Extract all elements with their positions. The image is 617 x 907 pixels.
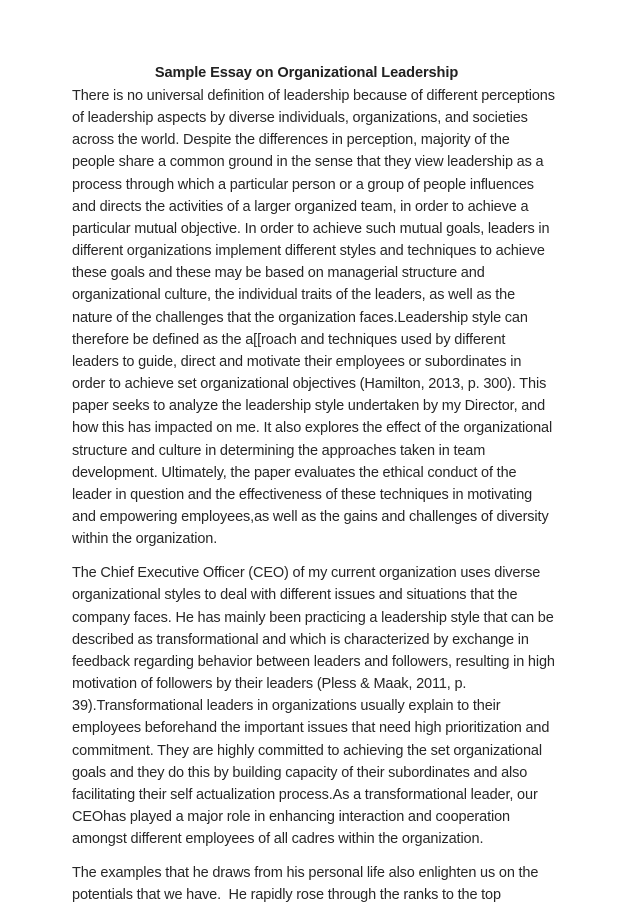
body-paragraph-3: The examples that he draws from his personal life also enlighten us on the potentials that we have. He rapidly rose through the ranks to the top (72, 865, 543, 904)
body-paragraph-1: There is no universal definition of leadership because of different perceptions of leadership aspects by diverse individuals, organizations, and societies across the world. Despite the differences in perception, majority of the people share a common ground in the sense that they view leadership as a process through which a particular person or a group of people influences and directs the activities of a larger organized team, in order to achieve a particular mutual objective. In order to achieve such mutual goals, leaders in different organizations implement different styles and techniques to achieve these goals and these may be based on managerial structure and organizational culture, the individual traits of the leaders, as well as the nature of the challenges that the organization faces.Leadership style can therefore be defined as the a[[roach and techniques used by different leaders to guide, direct and motivate their employees or subordinates in order to achieve set organizational objectives (Hamilton, 2013, p. 300). This paper seeks to analyze the leadership style undertaken by my Director, and how this has impacted on me. It also explores the effect of the organizational structure and culture in determining the approaches taken in team development. Ultimately, the paper evaluates the ethical conduct of the leader in question and the effectiveness of these techniques in motivating and empowering employees,as well as the gains and challenges of diversity within the organization. (72, 88, 559, 548)
page-title: Sample Essay on Organizational Leadership (154, 65, 459, 81)
body-paragraph-2: The Chief Executive Officer (CEO) of my current organization uses diverse organizational styles to deal with different issues and situations that the company faces. He has mainly been practicing a leadership style that can be described as transformational and which is characterized by exchange in feedback regarding behavior between leaders and followers, resulting in high motivation of followers by their leaders (Pless & Maak, 2011, p. 39).Transformational leaders in organizations usually explain to their employees beforehand the important issues that need high prioritization and commitment. They are highly committed to achieving the set organizational goals and they do this by building capacity of their subordinates and also facilitating their self actualization process.As a transformational leader, our CEOhas played a major role in enhancing interaction and cooperation amongst different employees of all cadres within the organization. (72, 565, 559, 848)
